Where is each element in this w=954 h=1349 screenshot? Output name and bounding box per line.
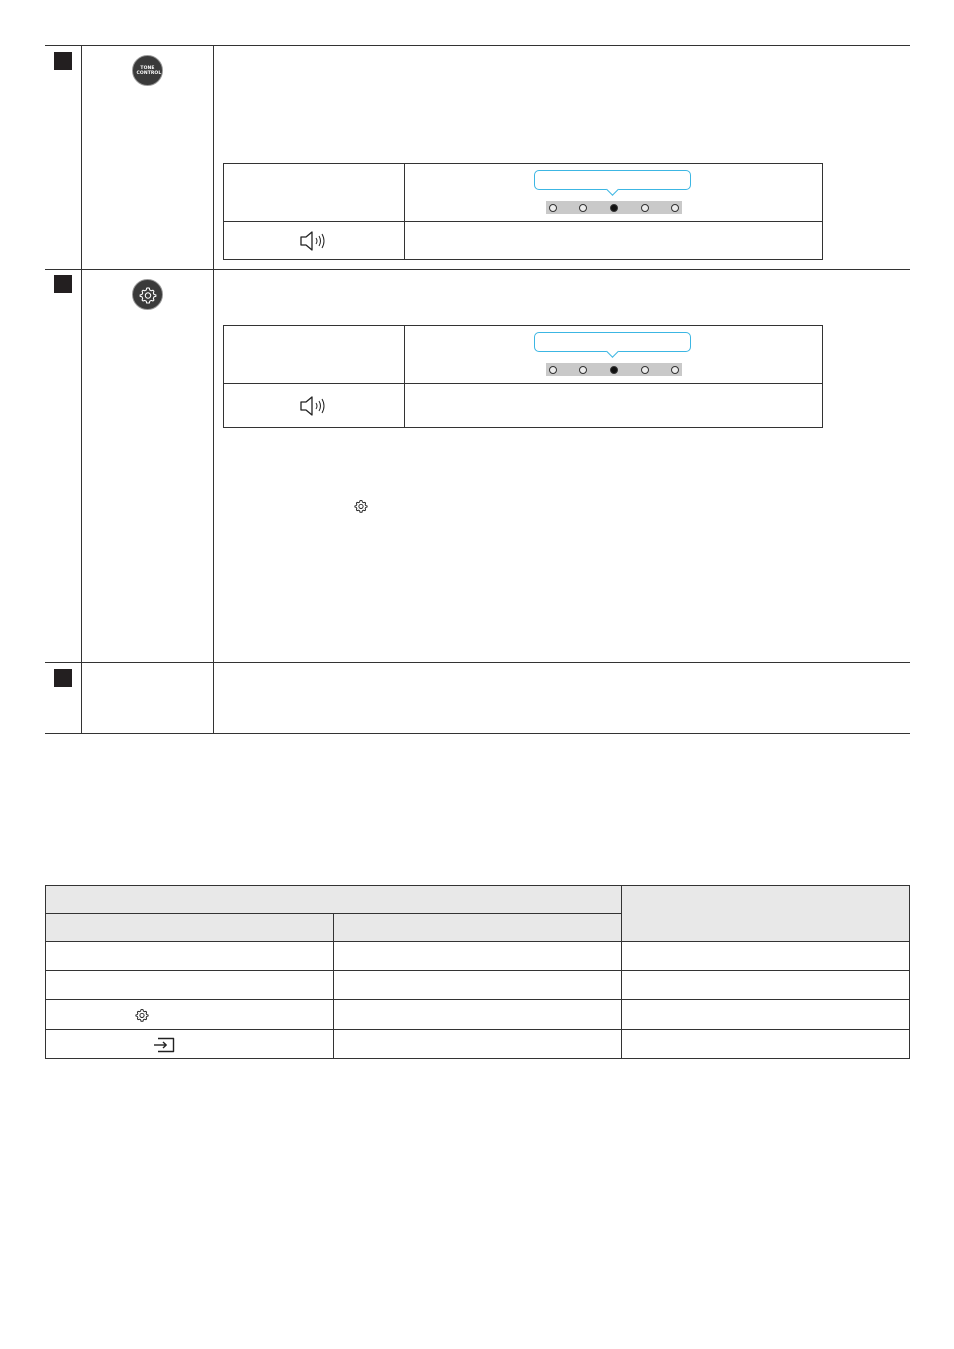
spec-table <box>45 885 910 1059</box>
spec-cell <box>46 942 334 971</box>
led-4 <box>641 204 649 212</box>
volume-description-cell <box>405 384 823 428</box>
spec-cell <box>622 1000 910 1030</box>
tone-control-button-icon <box>132 55 163 86</box>
led-1 <box>549 366 557 374</box>
gear-icon <box>139 286 157 304</box>
led-2 <box>579 366 587 374</box>
led-bar <box>546 363 682 376</box>
tone-control-label: TONE CONTROL <box>136 65 162 76</box>
volume-cell <box>224 222 405 260</box>
spec-cell <box>622 971 910 1000</box>
spec-cell <box>334 942 622 971</box>
led-3 <box>610 366 618 374</box>
table-row <box>46 971 910 1000</box>
row-number-marker-2 <box>54 275 72 293</box>
spec-cell <box>334 1000 622 1030</box>
led-3 <box>610 204 618 212</box>
led-5 <box>671 366 679 374</box>
column-divider-2 <box>213 45 214 734</box>
indicator-table-2 <box>223 325 823 428</box>
led-1 <box>549 204 557 212</box>
spec-cell <box>334 1030 622 1059</box>
row-divider-1 <box>45 269 910 270</box>
table-top-border <box>45 45 910 46</box>
settings-button-icon <box>132 279 163 310</box>
table-row <box>46 1030 910 1059</box>
spec-header-3 <box>622 886 910 942</box>
volume-cell <box>224 384 405 428</box>
spec-cell <box>46 971 334 1000</box>
indicator-cell-label <box>224 164 405 222</box>
led-2 <box>579 204 587 212</box>
led-4 <box>641 366 649 374</box>
spec-cell <box>622 942 910 971</box>
volume-speaker-icon <box>299 395 329 417</box>
spec-header-2 <box>334 914 622 942</box>
indicator-table-1 <box>223 163 823 260</box>
spec-header-group <box>46 886 622 914</box>
gear-icon <box>135 1008 149 1022</box>
row-number-marker-3 <box>54 669 72 687</box>
gear-icon <box>354 499 368 513</box>
spec-cell <box>46 1000 334 1030</box>
indicator-cell-label <box>224 326 405 384</box>
indicator-cell-display <box>405 326 823 384</box>
volume-speaker-icon <box>299 230 329 252</box>
indicator-cell-display <box>405 164 823 222</box>
volume-description-cell <box>405 222 823 260</box>
spec-cell <box>334 971 622 1000</box>
row-number-marker-1 <box>54 52 72 70</box>
spec-cell <box>622 1030 910 1059</box>
column-divider-1 <box>81 45 82 734</box>
source-input-icon <box>153 1037 175 1053</box>
spec-header-1 <box>46 914 334 942</box>
led-5 <box>671 204 679 212</box>
table-row <box>46 1000 910 1030</box>
table-bottom-border <box>45 733 910 734</box>
spec-cell <box>46 1030 334 1059</box>
table-row <box>46 942 910 971</box>
row-divider-2 <box>45 662 910 663</box>
led-bar <box>546 201 682 214</box>
